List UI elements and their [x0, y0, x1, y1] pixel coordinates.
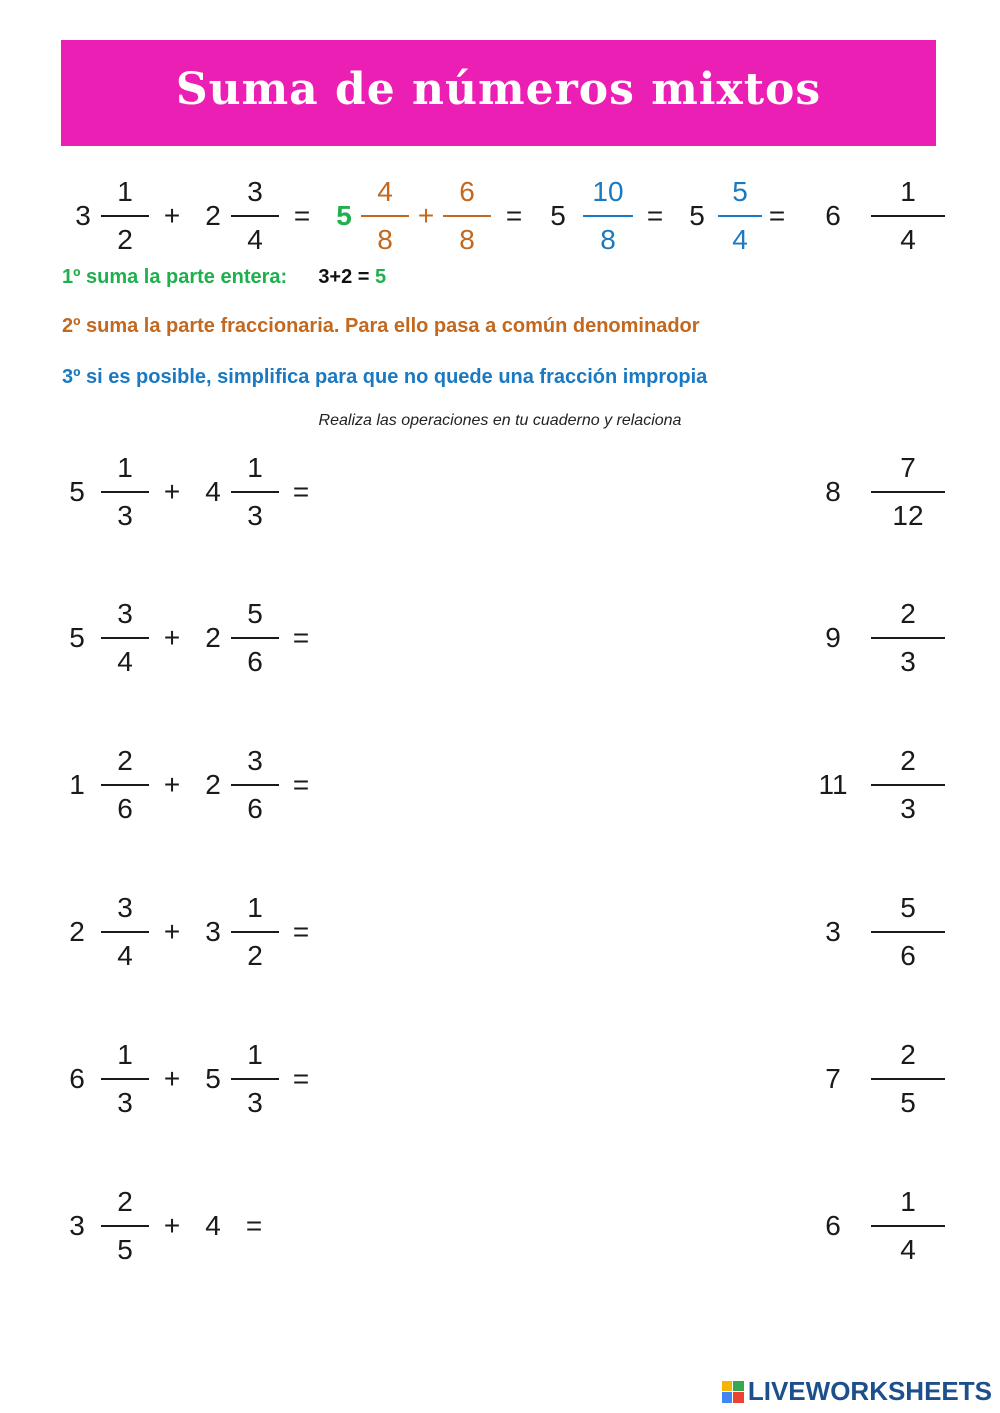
denominator: 3 — [900, 793, 916, 824]
numerator: 6 — [459, 176, 475, 207]
numerator: 2 — [900, 1039, 916, 1070]
example-b-fraction — [231, 176, 279, 256]
fraction-bar — [583, 215, 633, 217]
denominator: 6 — [900, 940, 916, 971]
answer-fraction — [871, 598, 945, 678]
exercise-b-fraction — [231, 745, 279, 825]
numerator: 2 — [900, 598, 916, 629]
numerator: 1 — [900, 176, 916, 207]
fraction-bar — [231, 637, 279, 639]
numerator: 10 — [592, 176, 624, 207]
denominator: 2 — [117, 224, 133, 255]
step3-whole: 5 — [689, 200, 705, 231]
fraction-bar — [871, 1225, 945, 1227]
denominator: 6 — [247, 793, 263, 824]
exercise-b-whole: 3 — [205, 916, 221, 947]
exercise-b-whole: 5 — [205, 1063, 221, 1094]
numerator: 3 — [247, 176, 263, 207]
denominator: 5 — [117, 1234, 133, 1265]
fraction-bar — [443, 215, 491, 217]
plus-sign: + — [163, 769, 181, 800]
fraction-bar — [231, 931, 279, 933]
exercise-b-fraction — [231, 452, 279, 532]
step-2: 2º suma la parte fraccionaria. Para ello pasa a común denominador — [62, 315, 700, 337]
plus-sign: + — [163, 200, 181, 231]
answer-whole: 6 — [825, 1210, 841, 1241]
answer-fraction — [871, 452, 945, 532]
denominator: 6 — [117, 793, 133, 824]
result-fraction — [871, 176, 945, 256]
denominator: 4 — [732, 224, 748, 255]
fraction-bar — [101, 491, 149, 493]
step-1 — [62, 266, 386, 289]
fraction-bar — [871, 491, 945, 493]
numerator: 3 — [117, 892, 133, 923]
denominator: 3 — [900, 646, 916, 677]
fraction-bar — [101, 1225, 149, 1227]
liveworksheets-logo-icon — [722, 1381, 744, 1403]
exercise-a-fraction — [101, 598, 149, 678]
numerator: 1 — [247, 892, 263, 923]
exercise-a-whole: 6 — [69, 1063, 85, 1094]
numerator: 1 — [900, 1186, 916, 1217]
denominator: 3 — [117, 1087, 133, 1118]
fraction-bar — [101, 784, 149, 786]
equals-sign: = — [292, 916, 310, 947]
exercise-a-whole: 2 — [69, 916, 85, 947]
answer-whole: 7 — [825, 1063, 841, 1094]
exercise-b-whole: 4 — [205, 1210, 221, 1241]
equals-sign: = — [293, 200, 311, 231]
denominator: 8 — [600, 224, 616, 255]
denominator: 4 — [247, 224, 263, 255]
exercise-a-fraction — [101, 1186, 149, 1266]
answer-fraction — [871, 1039, 945, 1119]
fraction-bar — [361, 215, 409, 217]
step-1-result: 5 — [375, 266, 387, 288]
simplified-fraction — [718, 176, 762, 256]
fraction-bar — [101, 1078, 149, 1080]
brand-name: LIVEWORKSHEETS — [747, 1376, 992, 1406]
page-title: Suma de números mixtos — [175, 63, 822, 115]
exercise-a-whole: 5 — [69, 622, 85, 653]
step-3: 3º si es posible, simplifica para que no quede una fracción impropia — [62, 366, 708, 388]
numerator: 1 — [117, 176, 133, 207]
instruction-text: Realiza las operaciones en tu cuaderno y relaciona — [318, 412, 682, 429]
title-banner — [61, 40, 936, 146]
numerator: 2 — [900, 745, 916, 776]
answer-whole: 11 — [818, 769, 848, 800]
exercise-b-fraction — [231, 1039, 279, 1119]
answer-whole: 8 — [825, 476, 841, 507]
equals-sign: = — [292, 769, 310, 800]
answer-whole: 3 — [825, 916, 841, 947]
answer-fraction — [871, 892, 945, 972]
step2-fraction-1 — [361, 176, 409, 256]
step1-whole-sum: 5 — [336, 200, 352, 231]
step-1-label: 1º suma la parte entera: — [62, 266, 288, 288]
numerator: 4 — [377, 176, 393, 207]
numerator: 5 — [900, 892, 916, 923]
answer-whole: 9 — [825, 622, 841, 653]
fraction-bar — [101, 931, 149, 933]
answer-fraction — [871, 745, 945, 825]
numerator: 7 — [900, 452, 916, 483]
numerator: 2 — [117, 745, 133, 776]
exercise-a-whole: 3 — [69, 1210, 85, 1241]
denominator: 4 — [117, 940, 133, 971]
equals-sign: = — [768, 200, 786, 231]
plus-sign: + — [163, 1063, 181, 1094]
exercise-a-whole: 5 — [69, 476, 85, 507]
equals-sign: = — [292, 622, 310, 653]
exercise-b-whole: 2 — [205, 622, 221, 653]
equals-sign: = — [245, 1210, 263, 1241]
plus-sign: + — [163, 1210, 181, 1241]
numerator: 1 — [247, 452, 263, 483]
exercise-b-whole: 4 — [205, 476, 221, 507]
fraction-bar — [231, 491, 279, 493]
fraction-bar — [718, 215, 762, 217]
result-whole: 6 — [825, 200, 841, 231]
numerator: 2 — [117, 1186, 133, 1217]
exercise-b-whole: 2 — [205, 769, 221, 800]
plus-sign: + — [163, 622, 181, 653]
exercise-a-fraction — [101, 745, 149, 825]
numerator: 5 — [247, 598, 263, 629]
step-1-expression: 3+2 = — [318, 266, 370, 288]
denominator: 3 — [247, 500, 263, 531]
numerator: 1 — [117, 1039, 133, 1070]
example-a-whole: 3 — [75, 200, 91, 231]
fraction-bar — [231, 215, 279, 217]
equals-sign: = — [646, 200, 664, 231]
exercise-b-fraction — [231, 892, 279, 972]
numerator: 3 — [247, 745, 263, 776]
example-a-fraction — [101, 176, 149, 256]
fraction-bar — [231, 1078, 279, 1080]
numerator: 1 — [117, 452, 133, 483]
denominator: 6 — [247, 646, 263, 677]
denominator: 4 — [900, 1234, 916, 1265]
denominator: 4 — [117, 646, 133, 677]
fraction-bar — [101, 637, 149, 639]
plus-sign: + — [417, 200, 435, 231]
fraction-bar — [101, 215, 149, 217]
numerator: 3 — [117, 598, 133, 629]
denominator: 8 — [459, 224, 475, 255]
equals-sign: = — [292, 1063, 310, 1094]
fraction-bar — [231, 784, 279, 786]
denominator: 3 — [117, 500, 133, 531]
exercise-b-fraction — [231, 598, 279, 678]
fraction-bar — [871, 931, 945, 933]
denominator: 12 — [892, 500, 924, 531]
example-b-whole: 2 — [205, 200, 221, 231]
improper-fraction — [583, 176, 633, 256]
fraction-bar — [871, 784, 945, 786]
equals-sign: = — [505, 200, 523, 231]
fraction-bar — [871, 1078, 945, 1080]
denominator: 5 — [900, 1087, 916, 1118]
exercise-a-fraction — [101, 892, 149, 972]
exercise-a-whole: 1 — [69, 769, 85, 800]
plus-sign: + — [163, 916, 181, 947]
numerator: 5 — [732, 176, 748, 207]
equals-sign: = — [292, 476, 310, 507]
exercise-a-fraction — [101, 1039, 149, 1119]
denominator: 8 — [377, 224, 393, 255]
denominator: 2 — [247, 940, 263, 971]
numerator: 1 — [247, 1039, 263, 1070]
plus-sign: + — [163, 476, 181, 507]
denominator: 4 — [900, 224, 916, 255]
step2-fraction-2 — [443, 176, 491, 256]
answer-fraction — [871, 1186, 945, 1266]
step2-whole: 5 — [550, 200, 566, 231]
exercise-a-fraction — [101, 452, 149, 532]
denominator: 3 — [247, 1087, 263, 1118]
liveworksheets-logo — [722, 1376, 992, 1407]
fraction-bar — [871, 215, 945, 217]
fraction-bar — [871, 637, 945, 639]
